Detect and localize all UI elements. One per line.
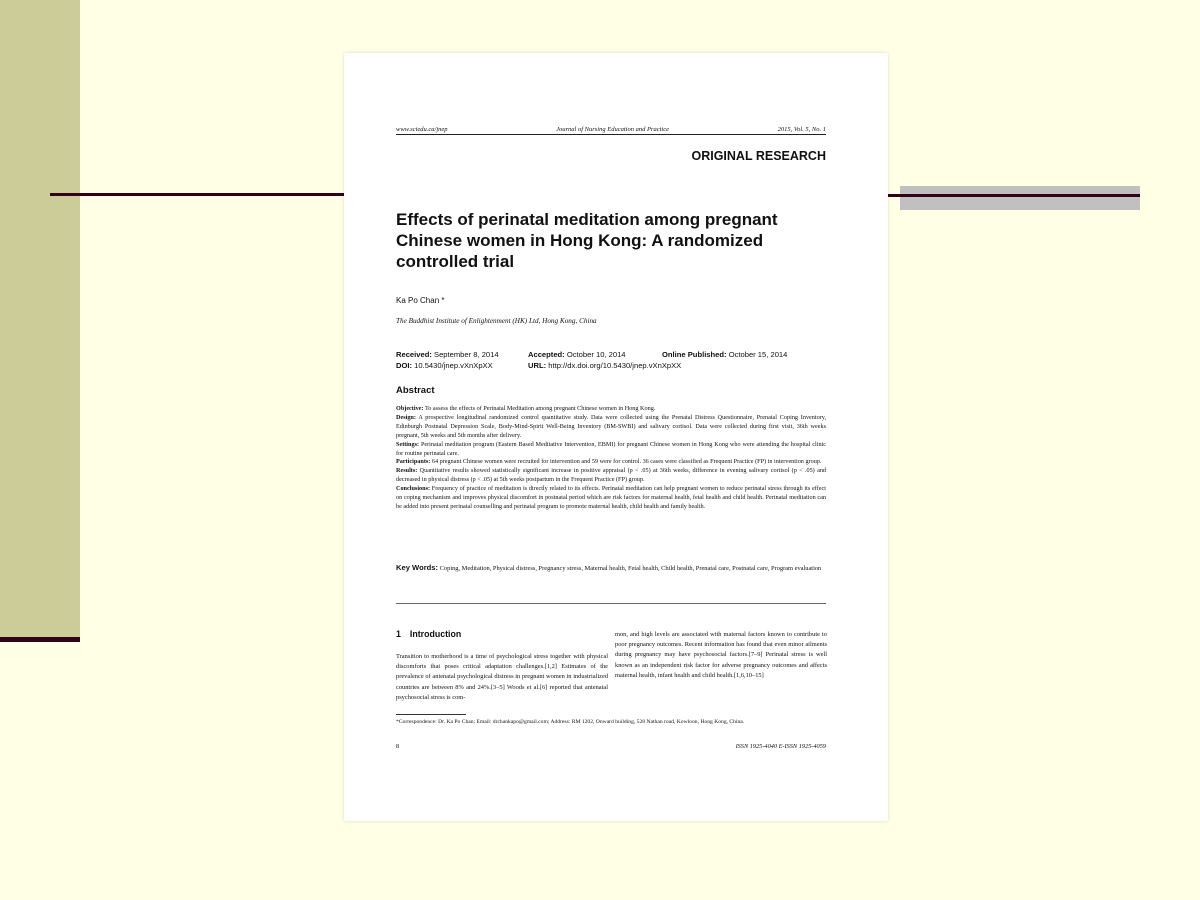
running-head (396, 126, 826, 135)
introduction-heading (396, 629, 461, 639)
received-label: Received: (396, 350, 432, 359)
page-footer (396, 743, 826, 750)
published-date: October 15, 2014 (728, 350, 788, 359)
participants-text: 64 pregnant Chinese women were recruited for intervention and 59 were for control. 36 cases were classified as Frequent Practice (FP) in intervention group. (431, 458, 822, 466)
section-divider (396, 603, 826, 604)
design-label: Design: (396, 413, 416, 421)
objective-label: Objective: (396, 405, 424, 412)
keywords (396, 563, 826, 573)
paper-title: Effects of perinatal meditation among pregnant Chinese women in Hong Kong: A randomized controlled trial (396, 210, 778, 271)
abstract-objective (396, 405, 826, 414)
intro-column-right: mon, and high levels are associated with maternal factors known to contribute to poor pregnancy outcomes. Recent information has found that even minor ailments during pregnancy may have psychosocial factors.[7–9] Perinatal stress is well known as an independent risk factor for adverse pregnancy outcomes and affects maternal health, infant health and child health.[1,6,10–15] (615, 631, 827, 679)
doi-label: DOI: (396, 361, 413, 370)
right-horizontal-rule (888, 194, 1140, 197)
results-label: Results: (396, 467, 418, 475)
left-band-underline (0, 637, 80, 642)
page-number: 8 (396, 743, 400, 750)
section-number: 1 (396, 629, 401, 639)
footnote-rule (396, 714, 466, 715)
left-decorative-band (0, 0, 80, 637)
affiliation: The Buddhist Institute of Enlightenment (HK) Ltd, Hong Kong, China (396, 317, 597, 325)
journal-name: Journal of Nursing Education and Practice (556, 126, 669, 133)
paper-page-image (344, 53, 888, 821)
published-label: Online Published: (662, 350, 727, 359)
received-date: September 8, 2014 (434, 350, 499, 359)
journal-url: www.sciedu.ca/jnep (396, 126, 448, 133)
participants-label: Participants: (396, 458, 431, 466)
section-title: Introduction (409, 629, 462, 639)
results-text: Quantitative results showed statistically significant increase in positive appraisal (p < .05) at 36th weeks, difference in evening salivary cortisol (p < .05) and decreased in physical distress (p < .05) at 5th weeks postpartum in the Frequent Practice (FP) group. (396, 467, 827, 484)
keywords-label: Key Words: (396, 563, 439, 572)
conclusions-text: Frequency of practice of meditation is directly related to its effects. Perinatal meditation can help pregnant women to reduce perinatal stress through its effect on coping mechanism and improves physical discomfort in postnatal period which are risk factors for maternal health, fetal health and child health. Perinatal meditation can be added into present perinatal counselling and perinatal program to promote maternal health, child health and family health. (396, 485, 827, 510)
accepted-date: October 10, 2014 (566, 350, 626, 359)
keywords-text: Coping, Meditation, Physical distress, Pregnancy stress, Maternal health, Fetal health, Child health, Prenatal care, Postnatal care, Program evaluation (439, 565, 822, 572)
abstract-results (396, 467, 826, 485)
settings-text: Perinatal meditation program (Eastern Based Meditative Intervention, EBMI) for pregnant Chinese women in Hong Kong who were attending the hospital clinic for routine perinatal care. (396, 440, 827, 457)
section-tag: ORIGINAL RESEARCH (691, 149, 826, 163)
abstract-settings (396, 441, 826, 459)
author: Ka Po Chan * (396, 296, 445, 305)
url-label: URL: (528, 361, 547, 370)
intro-column-left: Transition to motherhood is a time of psychological stress together with physical discomforts that poses critical adaptation challenges.[1,2] Estimates of the prevalence of antenatal psychological distress in pregnant women in industrialized countries are between 8% and 24%.[3–5] Woods et al.[6] reported that antenatal psychosocial stress is com- (396, 653, 608, 701)
conclusions-label: Conclusions: (396, 485, 431, 493)
journal-volume: 2015, Vol. 5, No. 1 (777, 126, 826, 133)
abstract-body (396, 405, 826, 512)
doi-value: 10.5430/jnep.vXnXpXX (414, 361, 493, 370)
objective-text: To assess the effects of Perinatal Meditation among pregnant Chinese women in Hong Kong. (424, 405, 656, 412)
abstract-conclusions (396, 485, 826, 512)
abstract-design (396, 414, 826, 441)
settings-label: Settings: (396, 440, 420, 448)
url-value: http://dx.doi.org/10.5430/jnep.vXnXpXX (548, 361, 682, 370)
correspondence-footnote: *Correspondence: Dr. Ka Po Chan; Email: drchankapo@gmail.com; Address: RM 1202, Onward building, 528 Nathan road, Kowloon, Hong Kong, China. (396, 719, 745, 725)
abstract-heading: Abstract (396, 385, 435, 396)
accepted-label: Accepted: (528, 350, 565, 359)
design-text: A prospective longitudinal randomized control quantitative study. Data were collected using the Prenatal Distress Questionnaire, Prenatal Coping Inventory, Edinburgh Postnatal Depression Scale, Body-Mind-Spirit Well-Being Inventory (BM-SWBI) and salivary cortisol. Data were collected during first visit, 36th weeks pregnant, 5th weeks and 5th months after delivery. (396, 413, 826, 439)
left-horizontal-rule (50, 193, 346, 196)
abstract-participants (396, 458, 826, 467)
right-gray-bar (900, 186, 1140, 210)
publication-dates (396, 349, 836, 371)
issn: ISSN 1925-4040 E-ISSN 1925-4059 (735, 743, 826, 750)
